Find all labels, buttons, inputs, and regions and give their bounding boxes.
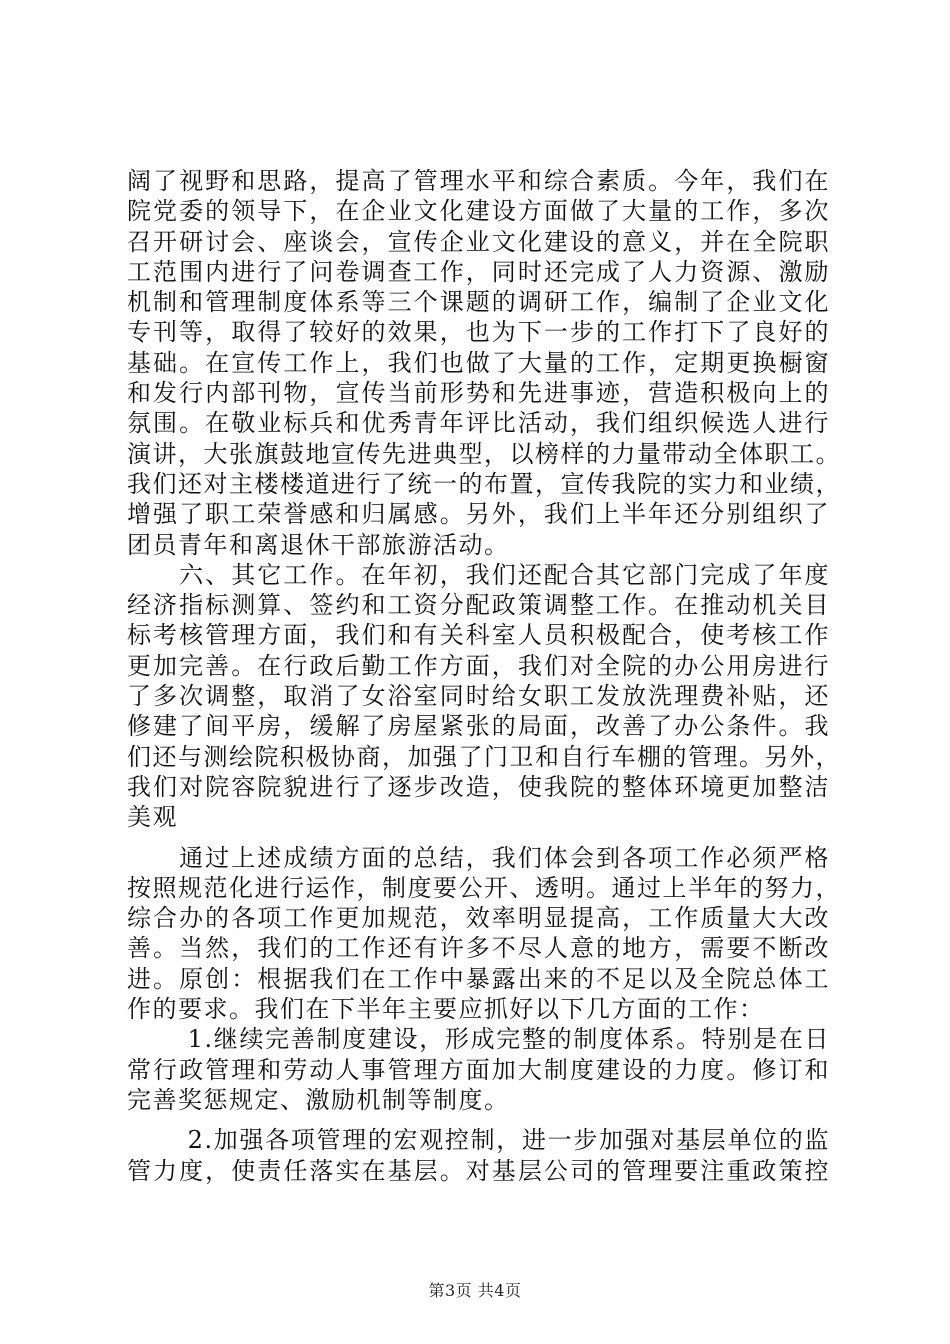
text-line: 完善奖惩规定、激励机制等制度。 bbox=[127, 1085, 510, 1114]
text-line: 六、其它工作。在年初，我们还配合其它部门完成了年度 bbox=[127, 560, 830, 589]
text-line: 更加完善。在行政后勤工作方面，我们对全院的办公用房进行 bbox=[127, 651, 830, 680]
text-line: 我们对院容院貌进行了逐步改造，使我院的整体环境更加整洁 bbox=[127, 772, 830, 801]
text-line: 增强了职工荣誉感和归属感。另外，我们上半年还分别组织了 bbox=[127, 500, 830, 529]
text-line: 美观 bbox=[127, 803, 178, 832]
text-line: 专刊等，取得了较好的效果，也为下一步的工作打下了良好的 bbox=[127, 318, 830, 347]
text-line: 善。当然，我们的工作还有许多不尽人意的地方，需要不断改 bbox=[127, 934, 830, 963]
text-line: 召开研讨会、座谈会，宣传企业文化建设的意义，并在全院职 bbox=[127, 227, 830, 256]
text-line: 进。原创：根据我们在工作中暴露出来的不足以及全院总体工 bbox=[127, 964, 830, 993]
text-line: 演讲，大张旗鼓地宣传先进典型，以榜样的力量带动全体职工。 bbox=[127, 439, 841, 468]
text-line: 1.继续完善制度建设，形成完整的制度体系。特别是在日 bbox=[127, 1025, 830, 1054]
text-line: 2.加强各项管理的宏观控制，进一步加强对基层单位的监 bbox=[127, 1126, 830, 1155]
text-line: 常行政管理和劳动人事管理方面加大制度建设的力度。修订和 bbox=[127, 1055, 830, 1084]
text-line: 按照规范化进行运作，制度要公开、透明。通过上半年的努力， bbox=[127, 873, 841, 902]
text-line: 氛围。在敬业标兵和优秀青年评比活动，我们组织候选人进行 bbox=[127, 409, 830, 438]
text-line: 们还与测绘院积极协商，加强了门卫和自行车棚的管理。另外， bbox=[127, 742, 841, 771]
text-line: 我们还对主楼楼道进行了统一的布置，宣传我院的实力和业绩， bbox=[127, 469, 841, 498]
text-line: 标考核管理方面，我们和有关科室人员积极配合，使考核工作 bbox=[127, 621, 830, 650]
text-line: 修建了间平房，缓解了房屋紧张的局面，改善了办公条件。我 bbox=[127, 712, 830, 741]
text-line: 机制和管理制度体系等三个课题的调研工作，编制了企业文化 bbox=[127, 288, 830, 317]
text-line: 院党委的领导下，在企业文化建设方面做了大量的工作，多次 bbox=[127, 197, 830, 226]
text-line: 经济指标测算、签约和工资分配政策调整工作。在推动机关目 bbox=[127, 591, 830, 620]
text-line: 阔了视野和思路，提高了管理水平和综合素质。今年，我们在 bbox=[127, 167, 830, 195]
document-body bbox=[127, 166, 841, 1186]
text-line: 综合办的各项工作更加规范，效率明显提高，工作质量大大改 bbox=[127, 904, 830, 933]
text-line: 通过上述成绩方面的总结，我们体会到各项工作必须严格 bbox=[127, 843, 830, 872]
text-line: 和发行内部刊物，宣传当前形势和先进事迹，营造积极向上的 bbox=[127, 379, 830, 408]
text-line: 了多次调整，取消了女浴室同时给女职工发放洗理费补贴，还 bbox=[127, 682, 830, 711]
text-line: 作的要求。我们在下半年主要应抓好以下几方面的工作： bbox=[127, 995, 765, 1024]
text-line: 管力度，使责任落实在基层。对基层公司的管理要注重政策控 bbox=[127, 1156, 830, 1185]
text-line: 基础。在宣传工作上，我们也做了大量的工作，定期更换橱窗 bbox=[127, 348, 830, 377]
page-footer: 第3页 共4页 bbox=[428, 1281, 522, 1300]
text-line: 团员青年和离退休干部旅游活动。 bbox=[127, 530, 510, 559]
text-line: 工范围内进行了问卷调查工作，同时还完成了人力资源、激励 bbox=[127, 257, 830, 286]
